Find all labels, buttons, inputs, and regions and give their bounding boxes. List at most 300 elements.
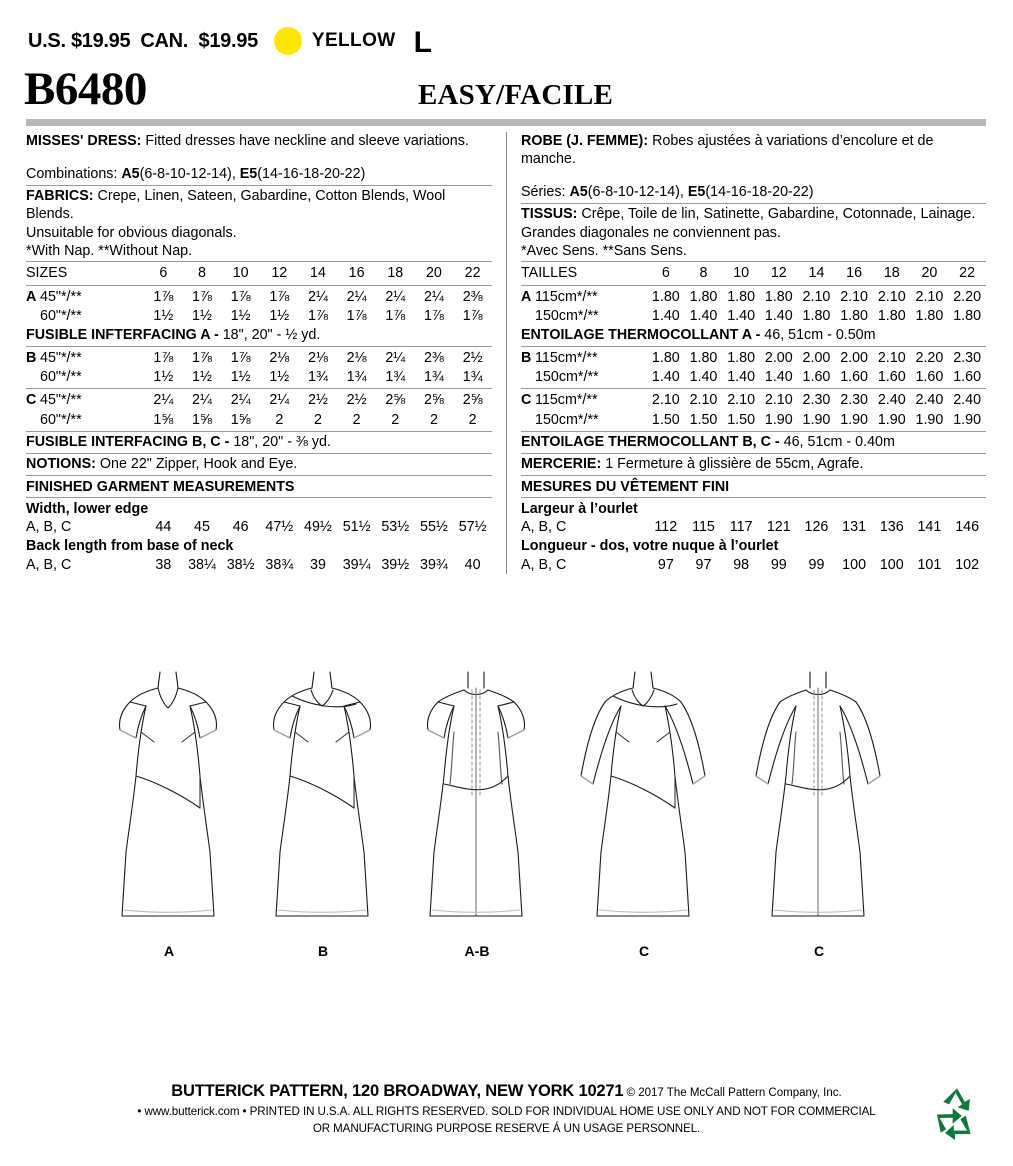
pattern-number: B6480: [24, 63, 147, 115]
yardage-cell: 1.50: [727, 411, 756, 428]
measurement-cell: 117: [729, 519, 753, 536]
size-col: 18: [883, 265, 900, 282]
fabrics-text-fr: Crêpe, Toile de lin, Satinette, Gabardine, Cotonnade, Lainage.: [577, 206, 976, 223]
yardage-cell: 1.80: [727, 288, 756, 305]
yardage-cell: 1.80: [651, 350, 680, 367]
rule: [26, 185, 492, 186]
garment-description-label-fr: ROBE (J. FEMME):: [521, 133, 649, 149]
rule: [26, 388, 492, 389]
nap-note-fr: *Avec Sens. **Sans Sens.: [521, 242, 687, 259]
rule: [521, 346, 986, 347]
fabric-width: 45"*/**: [40, 288, 82, 305]
combo-e-sizes: (14-16-18-20-22): [257, 166, 366, 183]
rule: [521, 431, 986, 432]
back-length-label-fr: Longueur - dos, votre nuque à l’ourlet: [521, 537, 779, 554]
yardage-cell: 1½: [269, 307, 290, 324]
combo-e-code-fr: E5: [687, 184, 706, 201]
yardage-cell: 1⅝: [192, 411, 212, 428]
rule: [26, 346, 492, 347]
french-column: [506, 132, 986, 574]
measurement-cell: 55½: [420, 519, 448, 536]
row-label: [26, 349, 144, 368]
yardage-cell: 1.80: [764, 288, 793, 305]
yardage-cell: 1⅝: [230, 411, 251, 428]
finished-measurements-table-french: [521, 518, 986, 537]
size-range-letter: L: [413, 26, 432, 59]
notions-label-fr: MERCERIE:: [521, 456, 602, 473]
measurement-cell: 40: [464, 556, 481, 573]
footer-copyright: © 2017 The McCall Pattern Company, Inc.: [623, 1087, 842, 1099]
interfacing-bc-label-fr: ENTOILAGE THERMOCOLLANT B, C -: [521, 434, 780, 451]
measurement-cell: 100: [879, 556, 904, 573]
row-label: [26, 287, 144, 306]
fabric-width: 60"*/**: [40, 411, 82, 428]
measurement-cell: 99: [770, 556, 787, 573]
table-row: [521, 368, 986, 387]
price-and-color-bar: [28, 26, 432, 59]
view-letter: B: [521, 350, 532, 367]
yardage-cell: 2⅛: [269, 350, 290, 367]
table-row: [26, 410, 492, 429]
measurement-cell: 126: [804, 519, 829, 536]
fabric-width: 150cm*/**: [535, 307, 599, 324]
rule: [521, 453, 986, 454]
rule: [26, 497, 492, 498]
yardage-cell: 2.10: [915, 288, 944, 305]
yardage-cell: 1.80: [840, 307, 869, 324]
measurement-cell: 141: [917, 519, 942, 536]
rule: [26, 261, 492, 262]
width-lower-edge-label-fr: Largeur à l’ourlet: [521, 500, 638, 517]
footer-company-line: [0, 1082, 1013, 1101]
yardage-cell: 2.10: [840, 288, 869, 305]
yardage-cell: 1¾: [308, 369, 328, 386]
yardage-cell: 1.40: [651, 369, 680, 386]
fabric-width: 115cm*/**: [535, 350, 598, 367]
yardage-cell: 2.10: [802, 288, 831, 305]
fabric-width: 45"*/**: [40, 350, 82, 367]
measurement-cell: 46: [232, 519, 249, 536]
yardage-cell: 1.60: [915, 369, 944, 386]
unsuitable-note: Unsuitable for obvious diagonals.: [26, 224, 237, 241]
combo-e-sizes-fr: (14-16-18-20-22): [705, 184, 814, 201]
row-label: [521, 349, 647, 368]
fabric-width: 150cm*/**: [535, 369, 599, 386]
fabric-width: 60"*/**: [40, 307, 82, 324]
garment-description-text-fr: Robes ajustées à variations d’encolure et de manche.: [521, 133, 934, 168]
yardage-cell: 2.30: [840, 392, 869, 409]
figure-c-back: [756, 672, 880, 916]
yardage-cell: 1¾: [346, 369, 367, 386]
yardage-cell: 2¼: [308, 288, 328, 305]
yardage-cell: 2⅛: [346, 350, 367, 367]
yardage-table-french: [521, 264, 986, 325]
rule: [521, 497, 986, 498]
size-col: 20: [425, 265, 442, 282]
measurement-cell: 45: [194, 519, 210, 536]
measurement-cell: 39: [310, 556, 326, 573]
garment-description-fr: [521, 132, 986, 168]
views-label: A, B, C: [26, 519, 72, 536]
measurement-cell: 53½: [381, 519, 410, 536]
row-label: [26, 410, 144, 429]
interfacing-a-line: [26, 325, 492, 344]
difficulty-level: EASY/FACILE: [418, 79, 614, 111]
yardage-cell: 2½: [308, 392, 328, 409]
row-label: [521, 287, 647, 306]
table-row: [26, 287, 492, 306]
combo-a-sizes: (6-8-10-12-14),: [139, 166, 240, 183]
back-length-table-french: [521, 555, 986, 574]
fabric-width: 115cm*/**: [535, 288, 598, 305]
yardage-cell: 1⅞: [192, 288, 212, 305]
interfacing-bc-text: 18", 20" - ⅜ yd.: [229, 434, 331, 451]
rule: [26, 431, 492, 432]
measurement-cell: 39¾: [420, 556, 448, 573]
yardage-cell: 2⅜: [462, 288, 483, 305]
interfacing-a-text: 18", 20" - ½ yd.: [218, 327, 321, 344]
yardage-cell: 1.80: [689, 350, 718, 367]
yardage-cell: 2¼: [269, 392, 290, 409]
row-label: [26, 368, 144, 387]
yardage-cell: 1⅞: [308, 307, 328, 324]
fabrics-line: [26, 187, 492, 223]
rule: [521, 285, 986, 286]
table-row: [521, 555, 986, 574]
measurement-cell: 101: [917, 556, 942, 573]
yardage-cell: 1.40: [727, 307, 756, 324]
yardage-cell: 1⅞: [230, 288, 251, 305]
header-divider: [26, 119, 986, 126]
spacer: [26, 150, 492, 165]
spacer: [521, 168, 986, 183]
yardage-cell: 1.90: [953, 411, 982, 428]
yardage-cell: 2.10: [689, 392, 718, 409]
table-row: [26, 349, 492, 368]
combo-a-sizes-fr: (6-8-10-12-14),: [587, 184, 688, 201]
combo-a-code-fr: A5: [569, 184, 588, 201]
yardage-cell: 2¼: [423, 288, 444, 305]
view-letter: B: [26, 350, 37, 367]
yardage-cell: 2.10: [764, 392, 793, 409]
footer-company: BUTTERICK PATTERN, 120 BROADWAY, NEW YORK 10271: [171, 1082, 624, 1100]
notions-text: One 22" Zipper, Hook and Eye.: [95, 456, 298, 473]
size-col: 10: [232, 265, 249, 282]
table-row: [26, 368, 492, 387]
view-letter: A: [521, 288, 532, 305]
rule: [26, 285, 492, 286]
interfacing-bc-label: FUSIBLE INTERFACING B, C -: [26, 434, 230, 451]
interfacing-bc-line: [26, 433, 492, 451]
size-col: 6: [159, 265, 168, 282]
figure-label-c-front: C: [638, 943, 650, 959]
yardage-cell: 1.60: [802, 369, 831, 386]
fabrics-line-fr: [521, 205, 986, 223]
yardage-cell: 1.40: [689, 307, 718, 324]
yardage-cell: 1.40: [689, 369, 718, 386]
row-label: [521, 306, 647, 325]
table-row-sizes-header: [521, 264, 986, 283]
yardage-cell: 1⅞: [153, 288, 174, 305]
table-row: [26, 391, 492, 410]
measurement-cell: 49½: [304, 519, 332, 536]
size-col: 10: [733, 265, 750, 282]
yardage-cell: 2¼: [192, 392, 212, 409]
yardage-cell: 2¼: [346, 288, 367, 305]
size-col: 14: [310, 265, 326, 282]
combinations-label: Combinations:: [26, 166, 122, 183]
measurement-cell: 121: [766, 519, 791, 536]
yardage-cell: 1½: [192, 369, 212, 386]
color-name: YELLOW: [311, 30, 396, 51]
rule: [521, 203, 986, 204]
views-label: A, B, C: [26, 556, 72, 573]
size-col: 22: [959, 265, 976, 282]
yardage-cell: 2.40: [953, 392, 982, 409]
yardage-cell: 2¼: [385, 288, 406, 305]
table-row: [521, 306, 986, 325]
back-length-table-english: [26, 555, 492, 574]
table-row: [26, 518, 492, 537]
size-col: 6: [661, 265, 670, 282]
table-row: [521, 349, 986, 368]
size-col: 8: [198, 265, 206, 282]
combinations-label-fr: Séries:: [521, 184, 570, 201]
size-col: 14: [808, 265, 825, 282]
combinations-line: [26, 165, 492, 183]
yardage-cell: 1.60: [840, 369, 869, 386]
measurement-cell: 112: [654, 519, 678, 536]
combo-a-code: A5: [121, 166, 140, 183]
recycle-icon: [935, 1086, 995, 1144]
yardage-table-english: [26, 264, 492, 325]
interfacing-a-line-fr: [521, 325, 986, 344]
yardage-cell: 1.80: [953, 307, 982, 324]
measurement-cell: 44: [155, 519, 172, 536]
rule: [26, 475, 492, 476]
interfacing-bc-text-fr: 46, 51cm - 0.40m: [779, 434, 895, 451]
color-swatch-icon: [274, 27, 302, 55]
yardage-cell: 1⅞: [346, 307, 367, 324]
yardage-cell: 1.40: [727, 369, 756, 386]
yardage-cell: 1½: [230, 369, 251, 386]
yardage-cell: 2¼: [230, 392, 251, 409]
row-label: [521, 391, 647, 410]
yardage-cell: 2⅛: [308, 350, 328, 367]
yardage-cell: 2.00: [840, 350, 869, 367]
yardage-cell: 2: [352, 411, 361, 428]
interfacing-a-label-fr: ENTOILAGE THERMOCOLLANT A -: [521, 327, 761, 344]
table-row: [521, 410, 986, 429]
combinations-line-fr: [521, 183, 986, 201]
yardage-cell: 2.30: [802, 392, 831, 409]
fabrics-label-fr: TISSUS:: [521, 206, 578, 223]
yardage-cell: 1.40: [764, 369, 793, 386]
row-label: [521, 368, 647, 387]
yardage-cell: 2.10: [651, 392, 680, 409]
figure-c-front: [581, 672, 705, 916]
measurement-cell: 38¼: [188, 556, 216, 573]
size-col: 8: [699, 265, 708, 282]
notions-line-fr: [521, 455, 986, 473]
measurement-cell: 51½: [342, 519, 371, 536]
garment-description: [26, 132, 492, 150]
table-row: [26, 555, 492, 574]
yardage-cell: 1.90: [840, 411, 869, 428]
garment-description-text: Fitted dresses have neckline and sleeve variations.: [141, 133, 469, 149]
yardage-cell: 1¾: [462, 369, 483, 386]
yardage-cell: 1.80: [727, 350, 756, 367]
fabrics-label: FABRICS:: [26, 188, 94, 205]
yardage-cell: 2.40: [877, 392, 906, 409]
footer-usage-line: OR MANUFACTURING PURPOSE RESERVE Á UN USAGE PERSONNEL.: [312, 1122, 701, 1135]
yardage-cell: 2½: [462, 350, 483, 367]
line-drawings: [0, 660, 1013, 990]
yardage-cell: 2: [313, 411, 322, 428]
combo-e-code: E5: [239, 166, 258, 183]
yardage-cell: 1.50: [651, 411, 680, 428]
yardage-cell: 1½: [153, 369, 174, 386]
yardage-cell: 2.10: [877, 288, 906, 305]
measurement-cell: 97: [657, 556, 674, 573]
yardage-cell: 1.60: [953, 369, 982, 386]
figure-label-c-back: C: [813, 943, 825, 959]
size-col: 16: [846, 265, 863, 282]
yardage-cell: 2¼: [153, 392, 174, 409]
finished-measurements-header: FINISHED GARMENT MEASUREMENTS: [26, 478, 295, 495]
price-can: CAN. $19.95: [140, 29, 258, 52]
row-label: [521, 410, 647, 429]
yardage-cell: 1½: [230, 307, 251, 324]
yardage-cell: 2⅝: [462, 392, 483, 409]
yardage-cell: 1½: [153, 307, 174, 324]
measurement-cell: 100: [842, 556, 867, 573]
rule: [521, 388, 986, 389]
footer: [0, 1082, 1013, 1135]
fabric-width: 115cm*/**: [535, 392, 598, 409]
figure-label-a: A: [163, 943, 175, 959]
size-col: 12: [770, 265, 787, 282]
notions-label: NOTIONS:: [26, 456, 96, 473]
yardage-cell: 1.90: [877, 411, 906, 428]
table-row: [521, 518, 986, 537]
view-letter: C: [521, 392, 532, 409]
interfacing-a-label: FUSIBLE INFTERFACING A -: [26, 327, 219, 344]
yardage-cell: 1.60: [877, 369, 906, 386]
yardage-cell: 1.50: [689, 411, 718, 428]
notions-text-fr: 1 Fermeture à glissière de 55cm, Agrafe.: [601, 456, 864, 473]
table-row: [521, 287, 986, 306]
measurement-cell: 115: [692, 519, 715, 536]
figure-b-front: [273, 672, 370, 916]
measurement-cell: 131: [842, 519, 867, 536]
measurement-cell: 38¾: [265, 556, 294, 573]
yardage-cell: 2: [391, 411, 400, 428]
garment-description-label: MISSES' DRESS:: [26, 133, 142, 149]
rule: [521, 475, 986, 476]
yardage-cell: 1¾: [385, 369, 406, 386]
yardage-cell: 1.90: [915, 411, 944, 428]
table-row-sizes-header: [26, 264, 492, 283]
size-col: 16: [348, 265, 365, 282]
yardage-cell: 1⅞: [423, 307, 444, 324]
yardage-cell: 1.80: [689, 288, 718, 305]
yardage-cell: 1½: [192, 307, 212, 324]
interfacing-a-text-fr: 46, 51cm - 0.50m: [760, 327, 876, 344]
fabric-width: 150cm*/**: [535, 411, 599, 428]
row-label: [26, 306, 144, 325]
unsuitable-note-fr: Grandes diagonales ne conviennent pas.: [521, 224, 781, 241]
finished-measurements-table-english: [26, 518, 492, 537]
rule: [26, 453, 492, 454]
fabric-width: 45"*/**: [40, 392, 82, 409]
yardage-cell: 2.20: [915, 350, 944, 367]
measurement-cell: 57½: [458, 519, 487, 536]
back-length-label: Back length from base of neck: [26, 537, 234, 554]
line-drawings-svg: [0, 660, 1013, 990]
yardage-cell: 1⅞: [385, 307, 406, 324]
size-col: 22: [464, 265, 481, 282]
yardage-cell: 1.40: [651, 307, 680, 324]
requirements-columns: [26, 132, 986, 574]
measurement-cell: 97: [695, 556, 712, 573]
yardage-cell: 2: [468, 411, 477, 428]
fabrics-text: Crepe, Linen, Sateen, Gabardine, Cotton Blends, Wool Blends.: [26, 188, 446, 223]
yardage-table-french-b: [521, 349, 986, 430]
yardage-cell: 2.00: [802, 350, 831, 367]
measurement-cell: 39¼: [342, 556, 371, 573]
yardage-cell: 2: [275, 411, 284, 428]
notions-line: [26, 455, 492, 473]
interfacing-bc-line-fr: [521, 433, 986, 451]
nap-note: *With Nap. **Without Nap.: [26, 242, 193, 259]
yardage-cell: 2: [429, 411, 438, 428]
yardage-cell: 2⅜: [423, 350, 444, 367]
english-column: [26, 132, 506, 574]
yardage-table-english-b: [26, 349, 492, 430]
measurement-cell: 38: [155, 556, 172, 573]
yardage-cell: 1⅞: [230, 350, 251, 367]
yardage-cell: 1⅞: [153, 350, 174, 367]
yardage-cell: 2¼: [385, 350, 406, 367]
yardage-cell: 1.80: [915, 307, 944, 324]
yardage-cell: 1¾: [423, 369, 444, 386]
yardage-cell: 1.80: [802, 307, 831, 324]
size-col: 18: [387, 265, 404, 282]
yardage-cell: 2.10: [727, 392, 756, 409]
views-label-fr: A, B, C: [521, 519, 567, 536]
view-letter: C: [26, 392, 37, 409]
measurement-cell: 98: [733, 556, 750, 573]
yardage-cell: 2.10: [877, 350, 906, 367]
yardage-cell: 1.80: [877, 307, 906, 324]
yardage-cell: 2.20: [953, 288, 982, 305]
yardage-cell: 2⅝: [385, 392, 406, 409]
row-label: [26, 391, 144, 410]
finished-measurements-header-fr: MESURES DU VÊTEMENT FINI: [521, 478, 730, 495]
yardage-cell: 1⅞: [462, 307, 483, 324]
size-col: 12: [271, 265, 288, 282]
yardage-cell: 2.00: [764, 350, 793, 367]
price-us: U.S. $19.95: [28, 29, 131, 52]
yardage-cell: 1½: [269, 369, 290, 386]
figure-label-b: B: [317, 943, 329, 959]
table-row: [26, 306, 492, 325]
rule: [521, 261, 986, 262]
measurement-cell: 99: [808, 556, 825, 573]
yardage-cell: 1.90: [764, 411, 793, 428]
yardage-cell: 1.40: [764, 307, 793, 324]
